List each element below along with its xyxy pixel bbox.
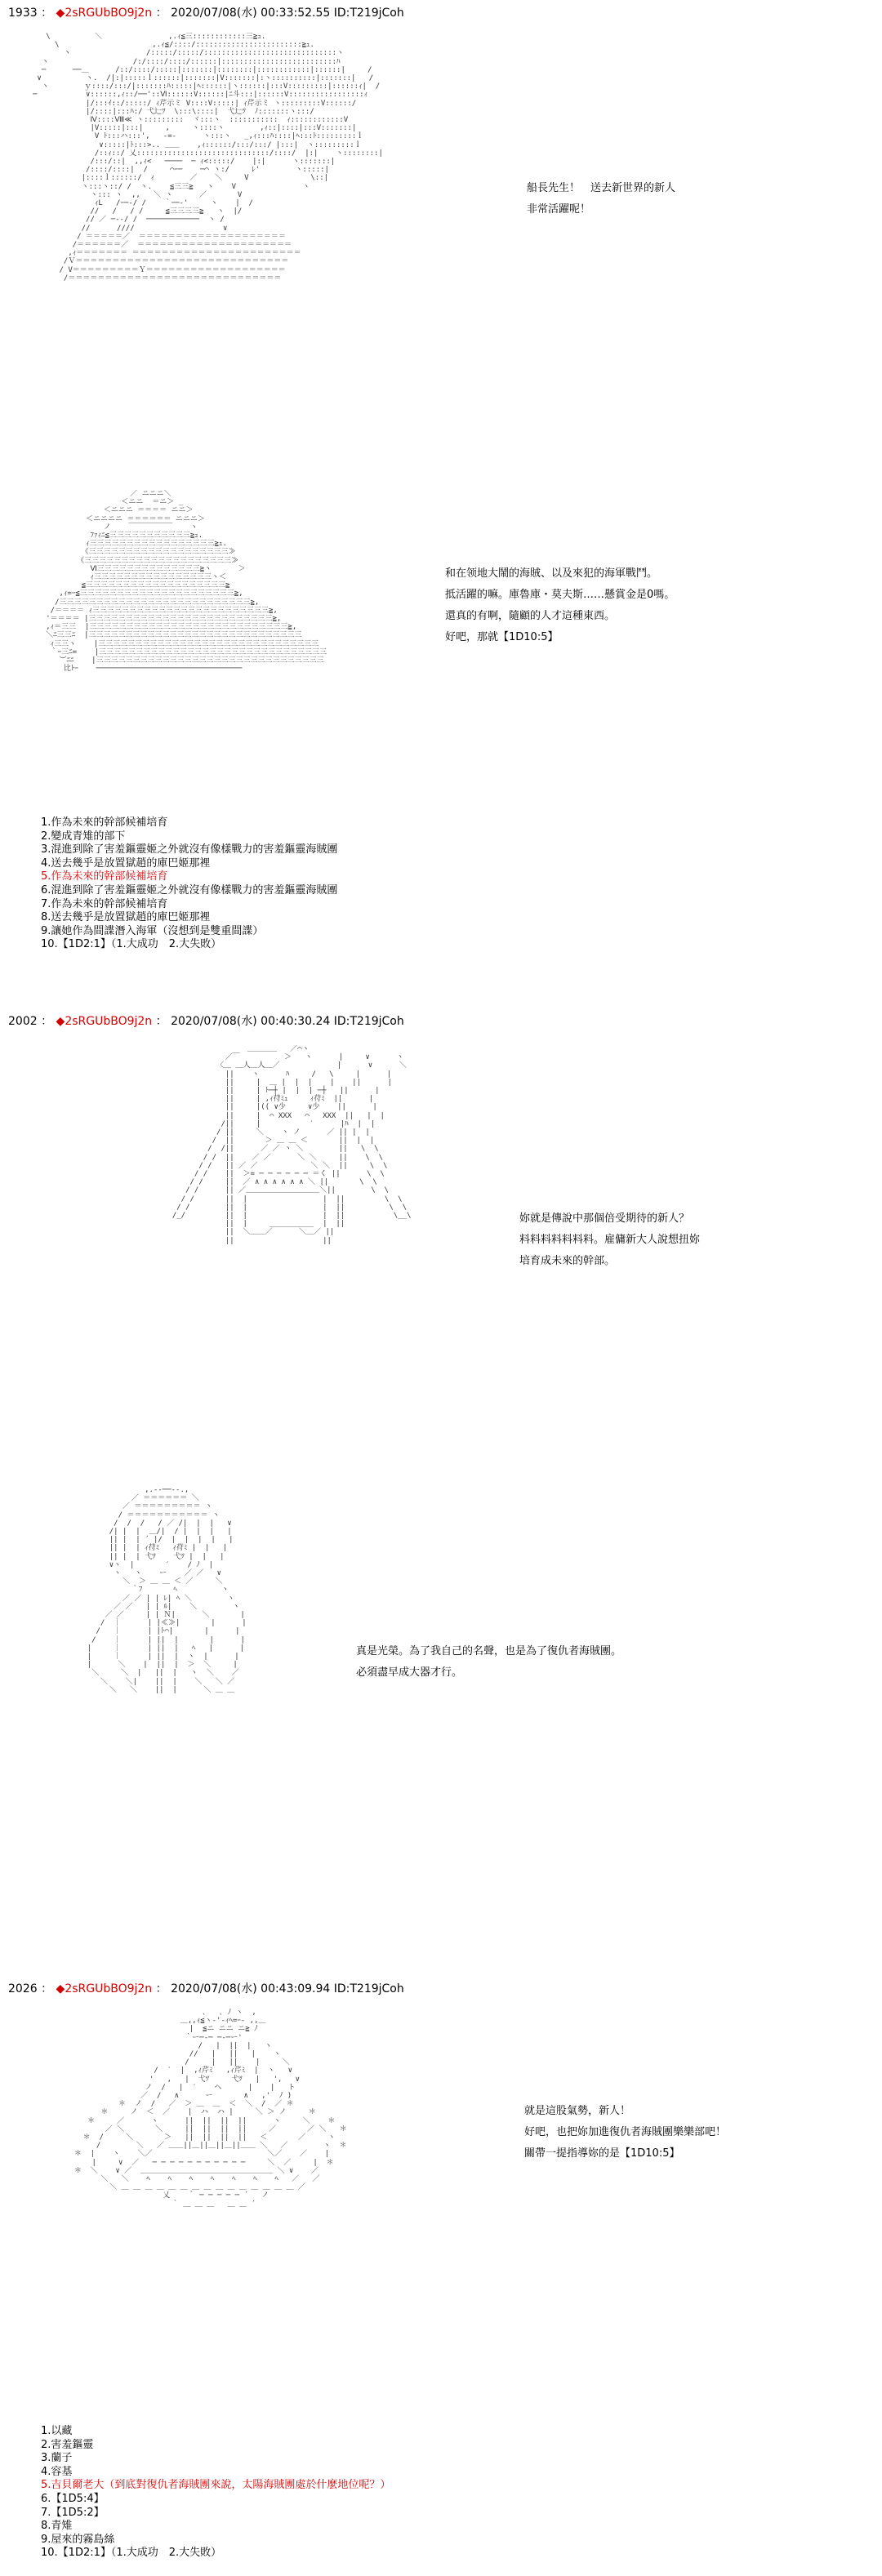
dialog-line: 還真的有啊，隨顧的人才這種東西。 <box>445 610 616 622</box>
dialog-line: 好吧，那就【1D10:5】 <box>445 631 559 643</box>
dialog-line: 料料料料料料料。雇傭新大人說想扭妳 <box>519 1234 701 1246</box>
dialog-box <box>524 2101 726 2164</box>
list-item-selected: 5.作為未來的幹部候補培育 <box>41 870 168 883</box>
dialog-line: 關帶一提指導妳的是【1D10:5】 <box>524 2147 680 2160</box>
ascii-art-hat-figure: ／ ニニニ＼ ＜ニニ ＝ニ＞ _ ＜ニニニ ＝＝＝＝ ニニ＞ ＜ニニニニ ＝＝＝＝＝＝ ニニニ＞ ノ ￣￣￣￣￣￣ ヽ ﾌｧｨﾆ≦三三三三三三三三三三三≧ｭ. ｨ三三三三三三三三三三三三三三三三三≧ｭ. 《三三三三三三三三三三三三三三三三三三三≫ 《三三三三三三三三三三三三三三三三三三三三≫ Ⅵ三三三三三三三三三三三三三三≧ヽ ＞ ｨ三三三三三三三三三三三三三三三三ヽ＜ ≦三三三三三三三三三三三三三三三三三三三≧ ,ｨ=ｰ≦三三三三三三三三三三三三三三三三三三三三三≧, /三三三三三三三三三三三三三三三三三三三三三三三三三三≧, /＝＝＝＝ ｨ三三三三三三三三三三三三三三三三三三三三三三三三≧, '＝＝＝＝ |三三三三三三三三三三三三三三三三三三三三三三三三三≧, ,ｨ＝三三 |三三三三三三三三三三三三三三三三三三三三三三三三三三三≧, ＼ﾆ三三ﾆ |三三三三三三三三三三三三三三三三三三三三三三三三三三三三三 ｨ三三ヽ |三三三三三三三三三三三三三三三三三三三三三三三三三三三三三三 ｀ｰ三ﾆ= |三三三三三三三三三三三三三三三三三三三三三三三三三三三三三三三 ︶ﾆﾆ |三三三三三三三三三三三三三三三三三三三三三三三三三三三三三三三 比ﾄｰ ───────────────────────────────── <box>46 490 327 674</box>
poster-name-link[interactable]: ◆2sRGUbBO9j2n <box>56 1982 153 1995</box>
list-item: 3.混進到除了害羞鏂靈姬之外就沒有像樣戰力的害羞鏂靈海賊團 <box>41 843 338 856</box>
list-item: 6.混進到除了害羞鏂靈姬之外就沒有像樣戰力的害羞鏂靈海賊團 <box>41 883 338 896</box>
list-item: 9.讓她作為間諜潛入海軍（沒想到是雙重間諜） <box>41 924 264 937</box>
list-item: 10.【1D2:1】（1.大成功 2.大失敗） <box>41 2547 222 2560</box>
post-meta: ： 2020/07/08(水) 00:40:30.24 ID:T219jCoh <box>155 1015 404 1028</box>
post-meta: ： 2020/07/08(水) 00:43:09.94 ID:T219jCoh <box>155 1982 404 1995</box>
post-separator: ： <box>41 1015 53 1028</box>
options-list <box>41 816 337 952</box>
post-header <box>8 1012 404 1029</box>
ascii-art-cloaked-girl: ＿＿＿＿ ／⌒ヽ ／￣ ＞ ヽ | ∨ ヽ 〈＿ ＿人＿人＿／ | ∨ ＼ || ヽ ﾊ / \ | | || | ＿ | | | | || | || | ﾄ─┼ | | | ─┼ || | || | ,ｨ苻ﾐｭ ｨ苻ﾐ || | || |(( ∨少 ∨少 || | || | ⌒ XXX ⌒ XXX || | | /|| | ′ |ﾊ | | / || ＼ ヽ ノ ／ || | | / || ＞ ＿ ＿ ＜ || | | / /|| ／ ／ ヽ ＼ || \ \ / / || ／ ／ ＼ ＼ || \ \ / / || ／ ／ ＼ ＼ || \ \ / / || ＞= ─ ─ ─ ─ ─ ─ ＝く || \ \ / / || ／ ∧ ∧ ∧ ∧ ∧ ∧ ＼ || \ \ / / || ／＿＿＿＿＿＿＿＿＿＿＼|| \ \ / / || | | || \ \ / / || | | || \ \ /_/ || | | || \__\ || | __________ | || || ＼＿＿／ ＼＿／ || || || <box>172 1045 412 1245</box>
dialog-line: 好吧，也把妳加進復仇者海賊團樂樂部吧！ <box>524 2126 727 2138</box>
list-item: 2.變成青雉的部下 <box>41 830 126 843</box>
list-item: 4.容基 <box>41 2465 73 2478</box>
post-separator: ： <box>41 7 53 20</box>
post-header <box>8 1980 404 1996</box>
dialog-line: 就是這股氣勢，新人！ <box>524 2105 631 2117</box>
list-item: 4.送去幾乎是放置獄趙的庫巴姬那裡 <box>41 856 211 870</box>
dialog-line: 和在领地大鬧的海賊、以及來犯的海軍戰鬥。 <box>445 567 658 580</box>
list-item: 3.蘭子 <box>41 2452 73 2465</box>
dialog-line: 培育成未來的幹部。 <box>519 1255 616 1267</box>
list-item: 8.送去幾乎是放置獄趙的庫巴姬那裡 <box>41 911 211 924</box>
post-separator: ： <box>41 1982 53 1995</box>
dialog-box <box>527 178 675 220</box>
list-item: 6.【1D5:4】 <box>41 2492 105 2505</box>
ascii-art-boy: ,.-‐──‐-., ／ ＝＝＝＝＝＝ ＼ ／ ＝＝＝＝＝＝＝＝＝ ヽ / ＝＝＝＝＝＝＝＝＝＝＝ ヽ / / / / ／ /| | | ∨ /| | | ＿/| / | | | | || | | ´ |/ | | | | | || | | ｨ苻ﾐ ｨ苻ﾐ | | | || | | 弋ﾂ 弋ﾂ | | | ∨ヽ | ′ / ﾉ | ヽ ヽ ー ／ ／ ∨ ＼ ＞ ＿ ＿ ＜ ／ ＼ ｀ﾌ ﾍ ヽ ／ ／ | | ﾚ| ﾍ ＼ ヽ ／ ／ | | ﾙ| ＼ ヽ ／ ／ | | Ｎ| ＼ | / ｜ | |≪≫| | | / ｜ | |ﾄ⌒| | | / ｜ | || | | | | ｜ | || | ﾍ | | | ｜ | || | ヽ | | | ＼ | || | ＞ ＼ | ＼ ＼ | || | ヽ ＼ ／ ＼ ＼| || | ＼ ＼ ／ ＼ ＼ || | ＼ ＿ ＿ <box>87 1486 247 1694</box>
list-item: 9.屋來的霧島絲 <box>41 2533 115 2546</box>
list-item-selected: 5.吉貝爾老大（到底對復仇者海賊團來說，太陽海賊團處於什麼地位呢？） <box>41 2479 391 2492</box>
list-item: 8.青雉 <box>41 2520 73 2533</box>
post-meta: ： 2020/07/08(水) 00:33:52.55 ID:T219jCoh <box>155 7 404 20</box>
dialog-line: 妳就是傳說中那個倍受期待的新人？ <box>519 1212 690 1225</box>
list-item: 1.作為未來的幹部候補培育 <box>41 816 168 829</box>
dialog-line: 船長先生！ 送去新世界的新人 <box>527 182 676 194</box>
list-item: 10.【1D2:1】（1.大成功 2.大失敗） <box>41 938 222 951</box>
dialog-line: 必須盡早成大器才行。 <box>356 1666 463 1679</box>
post-number: 2026 <box>8 1982 38 1995</box>
list-item: 7.【1D5:2】 <box>41 2506 105 2519</box>
poster-name-link[interactable]: ◆2sRGUbBO9j2n <box>56 7 153 20</box>
dialog-box <box>356 1641 621 1684</box>
post-number: 1933 <box>8 7 38 20</box>
list-item: 7.作為未來的幹部候補培育 <box>41 897 168 910</box>
dialog-line: 非常活躍呢！ <box>527 203 591 216</box>
dialog-box <box>519 1208 700 1272</box>
ascii-art-pirate-girl: \ ＼ ,.ｨ≦三::::::::::::三≧ｭ. \ ,.ｨ≦/::::/::::::::::::::::::::::::≧ｭ. ヽ /:::::/:::::/::::::::::::::::::::::::::::::ヽ ヽ /:/::::/::::/::::::|::::::::::::::::::::::::::ﾊ ─ ──＿ /::/::::/:::::|:::::::|::::::::|::::::::::::|::::::| / ∨ ヽ. /|:|:::::ｌ::::::|:::::::|V:::::::|:ヽ::::::::::|:::::::| / ヽ ｙ::::/:::/|:::::::ﾊ:::::|ﾍ::::::|ヽ::::::|:::V:::::::::|::::::ｨ| / ─ ∨::::::,ｨ::/──'::Ⅵ::::::V::::::|ﾆ斗:::|::::::V:::::::::::::::::ｨ |/:::ｲ::/:::::/ ｨ芹示ミ V::::V:::::| ｨ芹示ミ ヽ:::::::::V::::::/ |/::::|:::ﾊ:/ 弋辷ﾂ \:::\::::| 弋辷ﾂ ﾉ:::::::ヽ:::/ Ⅳ::::Ⅷ≪ ヽ::::::::: ヾ:::ヽ ::::::::::: ｨ::::::::::::V |V:::::|:::| , ヽ::::ヽ ,ｨ::|::::|:::V:::::::| V ﾄ:::ハ:::', ‐=‐ ヽ:::ヽ _,ｨ:::ﾊ::::|ﾍ:::ﾄ:::::::::ｌ ∨:::::|ﾄ:::>.. ＿＿ ,ｨ::::::/:::/:::/ |:::| ヽ:::::::::ｌ /::ｨ::/ 乂::::::::::::::::::::::::::::::/::::/ |:| ヽ::::::::| /:::/::| ,,ｨ< ──── ─ ｨ<:::::/ |:| ヽ:::::::| /::::/::::| / ⌒ｰ─ ─⌒ ヽ:/ ﾚ' ヽ:::::| |::::ｌ::::::/ ｨ ／ ＼ V \::| ヽ:::ヽ::/ / ヽ. ≦三三≧ ヽ V ヽ ヽ::: ヽ ,, ＼ ヽ ／ V ｨL /ｰ─-/ / ｀ｰ─‐' ヽ | / // / / / ≦三三三三≧ ヽ |/ // ／ ─‐-/ / ──────────── ヽ / // //// ∨ / ＝＝＝＝＝／ ＝＝＝＝＝＝＝＝＝＝＝＝＝＝＝＝＝＝＝＝ /＝＝＝＝＝＝／ ＝＝＝＝＝＝＝＝＝＝＝＝＝＝＝＝＝＝＝＝＝ ,ｨ＝＝＝＝＝＝＝ ＝＝＝＝＝＝＝＝＝＝＝＝＝＝＝＝＝＝＝＝＝＝＝ /Ｖ＝＝＝＝＝＝＝＝＝＝＝＝＝＝＝＝＝＝＝＝＝＝＝＝＝＝＝＝＝ / V＝＝＝＝＝＝＝＝＝Ｙ＝＝＝＝＝＝＝＝＝＝＝＝＝＝＝＝＝＝＝ /＝＝＝＝＝＝＝＝＝＝＝＝＝＝＝＝＝＝＝＝＝＝＝＝＝＝＝＝＝ <box>33 33 383 283</box>
dialog-line: 抵活躍的嘛。庫魯庫・莫夫斯……懸賞金是0嗎。 <box>445 589 675 601</box>
post-header <box>8 4 404 20</box>
post-number: 2002 <box>8 1015 38 1028</box>
list-item: 1.以藏 <box>41 2425 73 2437</box>
options-list <box>41 2425 390 2560</box>
list-item: 2.害羞鏂靈 <box>41 2438 94 2451</box>
ascii-art-crowned-woman: ､ ､ ﾉ ヽ , ＿,,ｨ≦ヽ‐'‐ｨﾍ=ｰ‐ ,,＿ | ≦ニ ニニ ニ≧ ﾉ ｀ー─-─ ─-─ー' / | || | ヽ // | || | ヽ / | || | ＼ / ′ | ,ｨ芹ﾐ ,ｨ芹ﾐ | ヽ ∨ ' , | 弋ﾂ 弋ﾂ | ', ∨ ノ / | ′ ヘ | | ト ／ / ∧ ー ∧ ,' ﾉ ) ＊ ノ / ／ ＞ ＿ ＿ ＜ ＼ / ／ ＊ ＊ ノ ＜ ／ | ハ ハ | ＼ ＞ ノ ＊ ＊ ／ ヽ || || || || ヽ ＼ ＊ ／ ＼ ＼ || || || || ／ ／ ＼ ＊ ＊ / ＼ ＞ || || || || ＜ ／ ヽ / ＼ ／ ＿＿||＿||＿||＿||＿＿ ＼ ／ ヽ ＊ ＊ | ヽ ＼／ ＼／ ／ | | ∨ ／ ─ ─ ─ ─ ─ ─ ─ ─ ─ ─ ─ ＼ ／ | ＊ ＊ ＼ ∨ ／ ＿＿＿＿＿＿＿＿＿＿＿＿＿＿＿＿＿＿ ＼ ∨ ／ ＼ ＼ ﾍ ﾍ ﾍ ﾍ ﾍ ﾍ ﾍ ／ ／ ＼ ＿ ＿ ＿ ＿ ＿ ＿ ＿ ＿ ＿ ＿ ＿ ＿ ＿ ＿ ＿ ／ 乂 ｀ ─ ─ ─ ─ ─ ´ ノ ｀ ＿ ＿ ＿ ＿ ＿ ´ <box>74 2009 347 2209</box>
dialog-line: 真是光榮。為了我自己的名聲，也是為了復仇者海賊團。 <box>356 1645 622 1657</box>
dialog-box <box>445 563 675 648</box>
poster-name-link[interactable]: ◆2sRGUbBO9j2n <box>56 1015 153 1028</box>
